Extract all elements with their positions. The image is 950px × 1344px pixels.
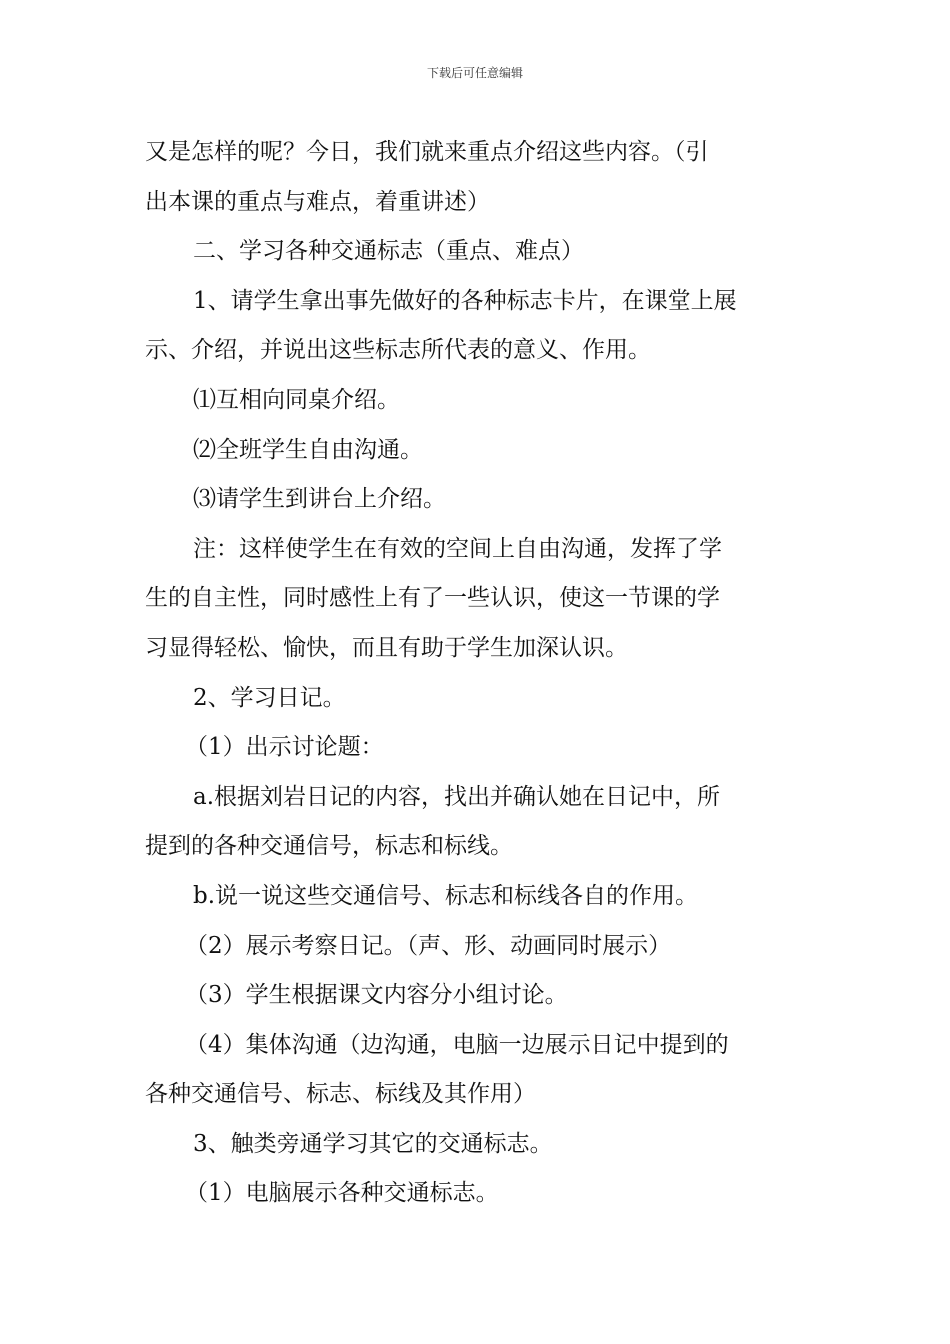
list-item: （2）展示考察日记。（声、形、动画同时展示） xyxy=(185,932,672,959)
page-header: 下载后可任意编辑 xyxy=(426,66,523,80)
note-line: 注：这样使学生在有效的空间上自由沟通，发挥了学 xyxy=(193,535,722,562)
text-line: 各种交通信号、标志、标线及其作用） xyxy=(145,1081,536,1108)
text-line: 出本课的重点与难点，着重讲述） xyxy=(145,188,490,215)
text-line: 1、请学生拿出事先做好的各种标志卡片，在课堂上展 xyxy=(193,287,737,314)
list-item: （3）学生根据课文内容分小组讨论。 xyxy=(185,982,568,1009)
document-body xyxy=(145,128,807,1219)
text-line: 提到的各种交通信号，标志和标线。 xyxy=(145,833,513,860)
section-heading: 二、学习各种交通标志（重点、难点） xyxy=(193,238,584,265)
list-item: ⑴互相向同桌介绍。 xyxy=(193,386,400,413)
list-item: （1）电脑展示各种交通标志。 xyxy=(185,1180,499,1207)
list-item: （4）集体沟通（边沟通，电脑一边展示日记中提到的 xyxy=(185,1031,729,1058)
list-item: a.根据刘岩日记的内容，找出并确认她在日记中，所 xyxy=(193,783,721,810)
list-item: ⑶请学生到讲台上介绍。 xyxy=(193,486,446,513)
text-line: 示、介绍，并说出这些标志所代表的意义、作用。 xyxy=(145,337,651,364)
text-line: 习显得轻松、愉快，而且有助于学生加深认识。 xyxy=(145,634,628,661)
list-item: ⑵全班学生自由沟通。 xyxy=(193,436,423,463)
text-line: 又是怎样的呢？今日，我们就来重点介绍这些内容。（引 xyxy=(145,139,709,165)
section-heading: 2、学习日记。 xyxy=(193,684,346,711)
list-item: （1）出示讨论题： xyxy=(185,734,384,761)
text-line: 生的自主性，同时感性上有了一些认识，使这一节课的学 xyxy=(145,585,720,612)
list-item: b.说一说这些交通信号、标志和标线各自的作用。 xyxy=(193,882,699,909)
section-heading: 3、触类旁通学习其它的交通标志。 xyxy=(193,1130,553,1157)
